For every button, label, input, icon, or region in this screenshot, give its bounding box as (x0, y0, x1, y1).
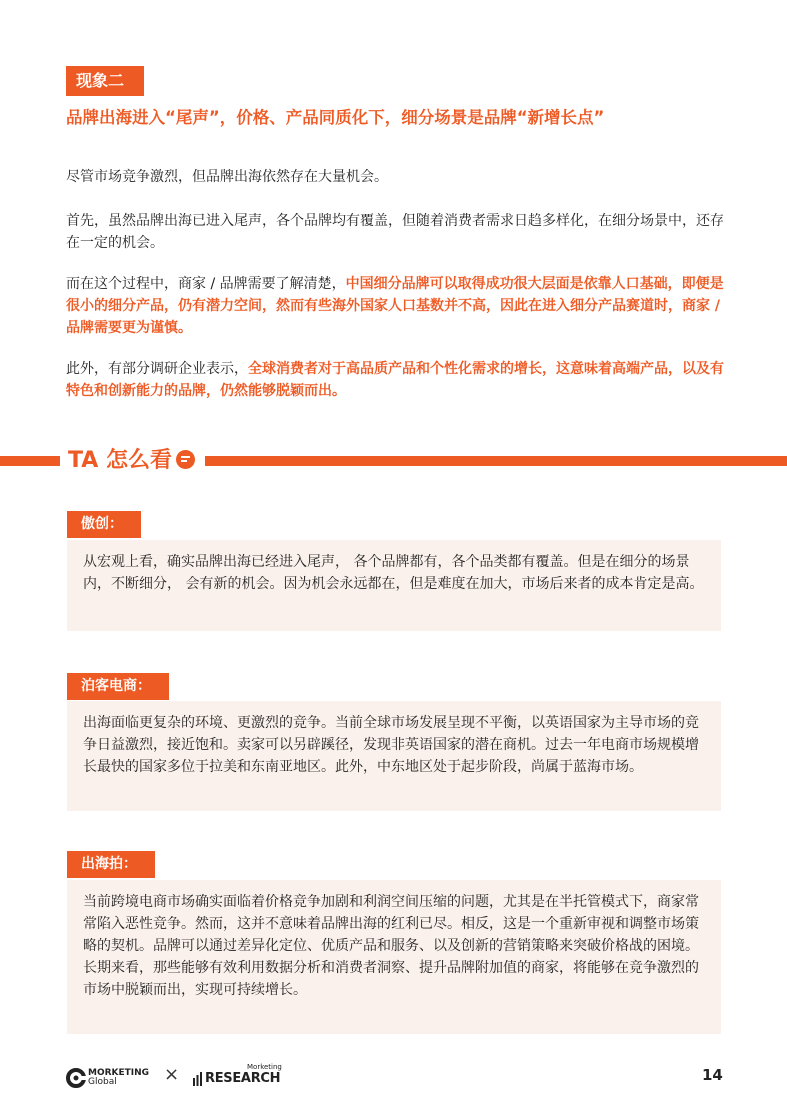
divider-right (205, 456, 787, 466)
quote-text: 出海面临更复杂的环境、更激烈的竞争。当前全球市场发展呈现不平衡，以英语国家为主导市场的竞争日益激烈，接近饱和。卖家可以另辟蹊径，发现非英语国家的潜在商机。过去一年电商市场规模增长最快的国家多位于拉美和东南亚地区。此外，中东地区处于起步阶段，尚属于蓝海市场。 (83, 715, 699, 775)
quote-text: 从宏观上看，确实品牌出海已经进入尾声， 各个品牌都有，各个品类都有覆盖。但是在细分的场景内，不断细分， 会有新的机会。因为机会永远都在，但是难度在加大，市场后来者的成本肯定是高。 (83, 554, 704, 592)
ta-title-text: TA 怎么看 (68, 448, 172, 473)
section-headline: 品牌出海进入“尾声”，价格、产品同质化下，细分场景是品牌“新增长点” (66, 108, 605, 127)
quote-speaker-tag: 出海拍： (67, 851, 155, 878)
paragraph-3-text: 而在这个过程中，商家 / 品牌需要了解清楚， (66, 276, 346, 292)
paragraph-4-text: 此外，有部分调研企业表示， (66, 361, 248, 377)
research-logo-small: Morketing (247, 1063, 282, 1071)
paragraph-2: 首先，虽然品牌出海已进入尾声，各个品牌均有覆盖，但随着消费者需求日趋多样化，在细分场景中，还存在一定的机会。 (66, 213, 724, 251)
morketing-logo-icon (66, 1068, 86, 1088)
quote-text: 当前跨境电商市场确实面临着价格竞争加剧和利润空间压缩的问题，尤其是在半托管模式下，商家常常陷入恶性竞争。然而，这并不意味着品牌出海的红利已尽。相反，这是一个重新审视和调整市场策略的契机。品牌可以通过差异化定位、优质产品和服务、以及创新的营销策略来突破价格战的困境。长期来看，那些能够有效利用数据分析和消费者洞察、提升品牌附加值的商家，将能够在竞争激烈的市场中脱颖而出，实现可持续增长。 (83, 894, 699, 998)
quote-box (67, 540, 721, 631)
research-logo-main: RESEARCH (205, 1071, 281, 1086)
quote-box (67, 701, 721, 811)
divider-left (0, 456, 60, 466)
paragraph-1: 尽管市场竞争激烈，但品牌出海依然存在大量机会。 (66, 169, 388, 185)
quote-box (67, 880, 721, 1034)
section-tag: 现象二 (66, 66, 144, 96)
cross-separator: × (164, 1064, 180, 1085)
paragraph-3-highlight: 中国细分品牌可以取得成功很大层面是依靠人口基础，即便是很小的细分产品，仍有潜力空间，然而有些海外国家人口基数并不高，因此在进入细分产品赛道时，商家 / 品牌需要更为谨慎。 (66, 276, 724, 336)
paragraph-4-highlight: 全球消费者对于高品质产品和个性化需求的增长，这意味着高端产品，以及有特色和创新能力的品牌，仍然能够脱颖而出。 (66, 361, 724, 399)
quote-speaker-tag: 傲创： (67, 511, 141, 538)
chat-bubble-icon (176, 450, 195, 469)
research-bars-icon (193, 1072, 205, 1086)
quote-speaker-tag: 泊客电商： (67, 673, 169, 700)
paragraph-3 (66, 273, 724, 339)
ta-section-title (68, 445, 195, 477)
paragraph-4 (66, 358, 724, 402)
morketing-logo-line1: MORKETING (88, 1068, 150, 1078)
page-number: 14 (702, 1066, 723, 1084)
morketing-logo-line2: Global (88, 1077, 117, 1087)
